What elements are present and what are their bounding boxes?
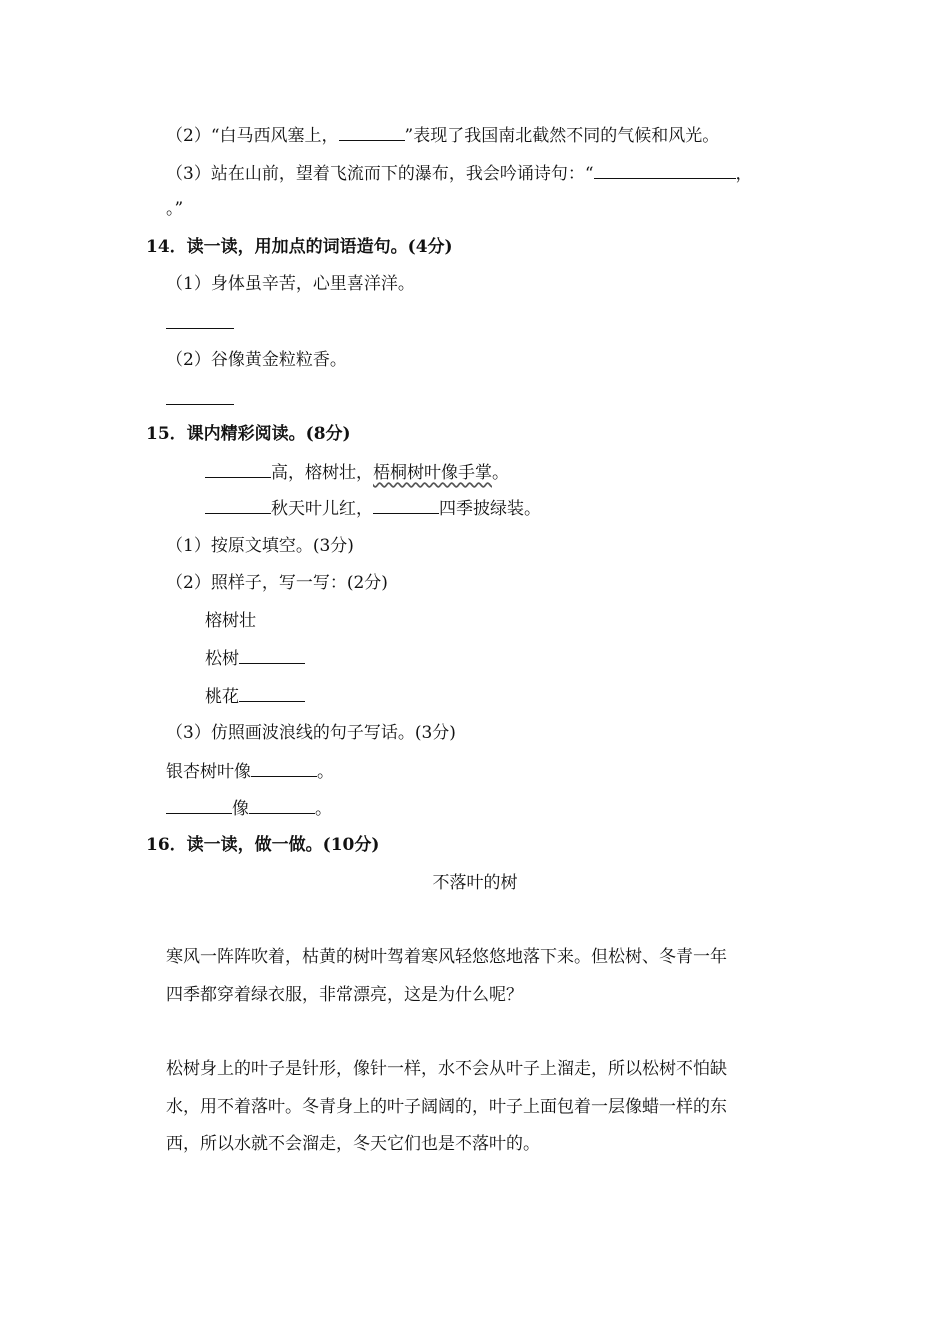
passage-paragraph-2-line-2: 水，用不着落叶。冬青身上的叶子阔阔的，叶子上面包着一层像蜡一样的东: [166, 1097, 727, 1117]
passage-paragraph-2-line-3: 西，所以水就不会溜走，冬天它们也是不落叶的。: [166, 1134, 540, 1154]
passage-paragraph-2-line-1: 松树身上的叶子是针形，像针一样，水不会从叶子上溜走，所以松树不怕缺: [166, 1059, 727, 1079]
q15-item3: （3）仿照画波浪线的句子写话。(3分): [166, 723, 456, 743]
answer-blank[interactable]: [239, 685, 305, 702]
q15-pine: 松树: [205, 647, 305, 670]
answer-blank[interactable]: [205, 497, 271, 514]
q15-poem-line1: 高，榕树壮，梧桐树叶像手掌。: [205, 461, 509, 484]
q15-poem-line2: 秋天叶儿红， 四季披绿装。: [205, 497, 541, 520]
answer-blank[interactable]: [205, 461, 271, 478]
passage-paragraph-1-line-1: 寒风一阵阵吹着，枯黄的树叶驾着寒风轻悠悠地落下来。但松树、冬青一年: [166, 947, 727, 967]
passage-paragraph-1-line-2: 四季都穿着绿衣服，非常漂亮，这是为什么呢？: [166, 985, 523, 1005]
q16-heading: 16．读一读，做一做。(10分): [146, 835, 380, 855]
answer-blank[interactable]: [594, 162, 736, 179]
q15-peach: 桃花: [205, 685, 305, 708]
q14-item2: （2）谷像黄金粒粒香。: [166, 350, 347, 370]
q15-item2: （2）照样子，写一写：(2分): [166, 573, 388, 593]
answer-blank[interactable]: [373, 497, 439, 514]
answer-blank[interactable]: [249, 797, 315, 814]
answer-blank[interactable]: [251, 760, 317, 777]
q13-item3-end: 。”: [166, 199, 184, 219]
wavy-underlined-sentence: 梧桐树叶像手掌: [373, 463, 492, 483]
q14-heading: 14．读一读，用加点的词语造句。(4分): [146, 237, 453, 257]
q15-heading: 15．课内精彩阅读。(8分): [146, 424, 351, 444]
answer-blank[interactable]: [239, 647, 305, 664]
passage-title: 不落叶的树: [432, 873, 518, 893]
answer-blank[interactable]: [166, 797, 232, 814]
q13-item3: （3）站在山前，望着飞流而下的瀑布，我会吟诵诗句：“ ，: [166, 164, 753, 184]
answer-blank[interactable]: [166, 404, 234, 405]
q15-ginkgo: 银杏树叶像 。: [166, 762, 334, 782]
q15-item1: （1）按原文填空。(3分): [166, 536, 354, 556]
q15-like-sentence: 像 。: [166, 797, 332, 820]
q13-item2: （2）“白马西风塞上， ”表现了我国南北截然不同的气候和风光。: [166, 126, 720, 146]
answer-blank[interactable]: [339, 124, 405, 141]
answer-blank[interactable]: [166, 328, 234, 329]
q14-item1: （1）身体虽辛苦，心里喜洋洋。: [166, 274, 415, 294]
q15-example: 榕树壮: [205, 611, 256, 631]
